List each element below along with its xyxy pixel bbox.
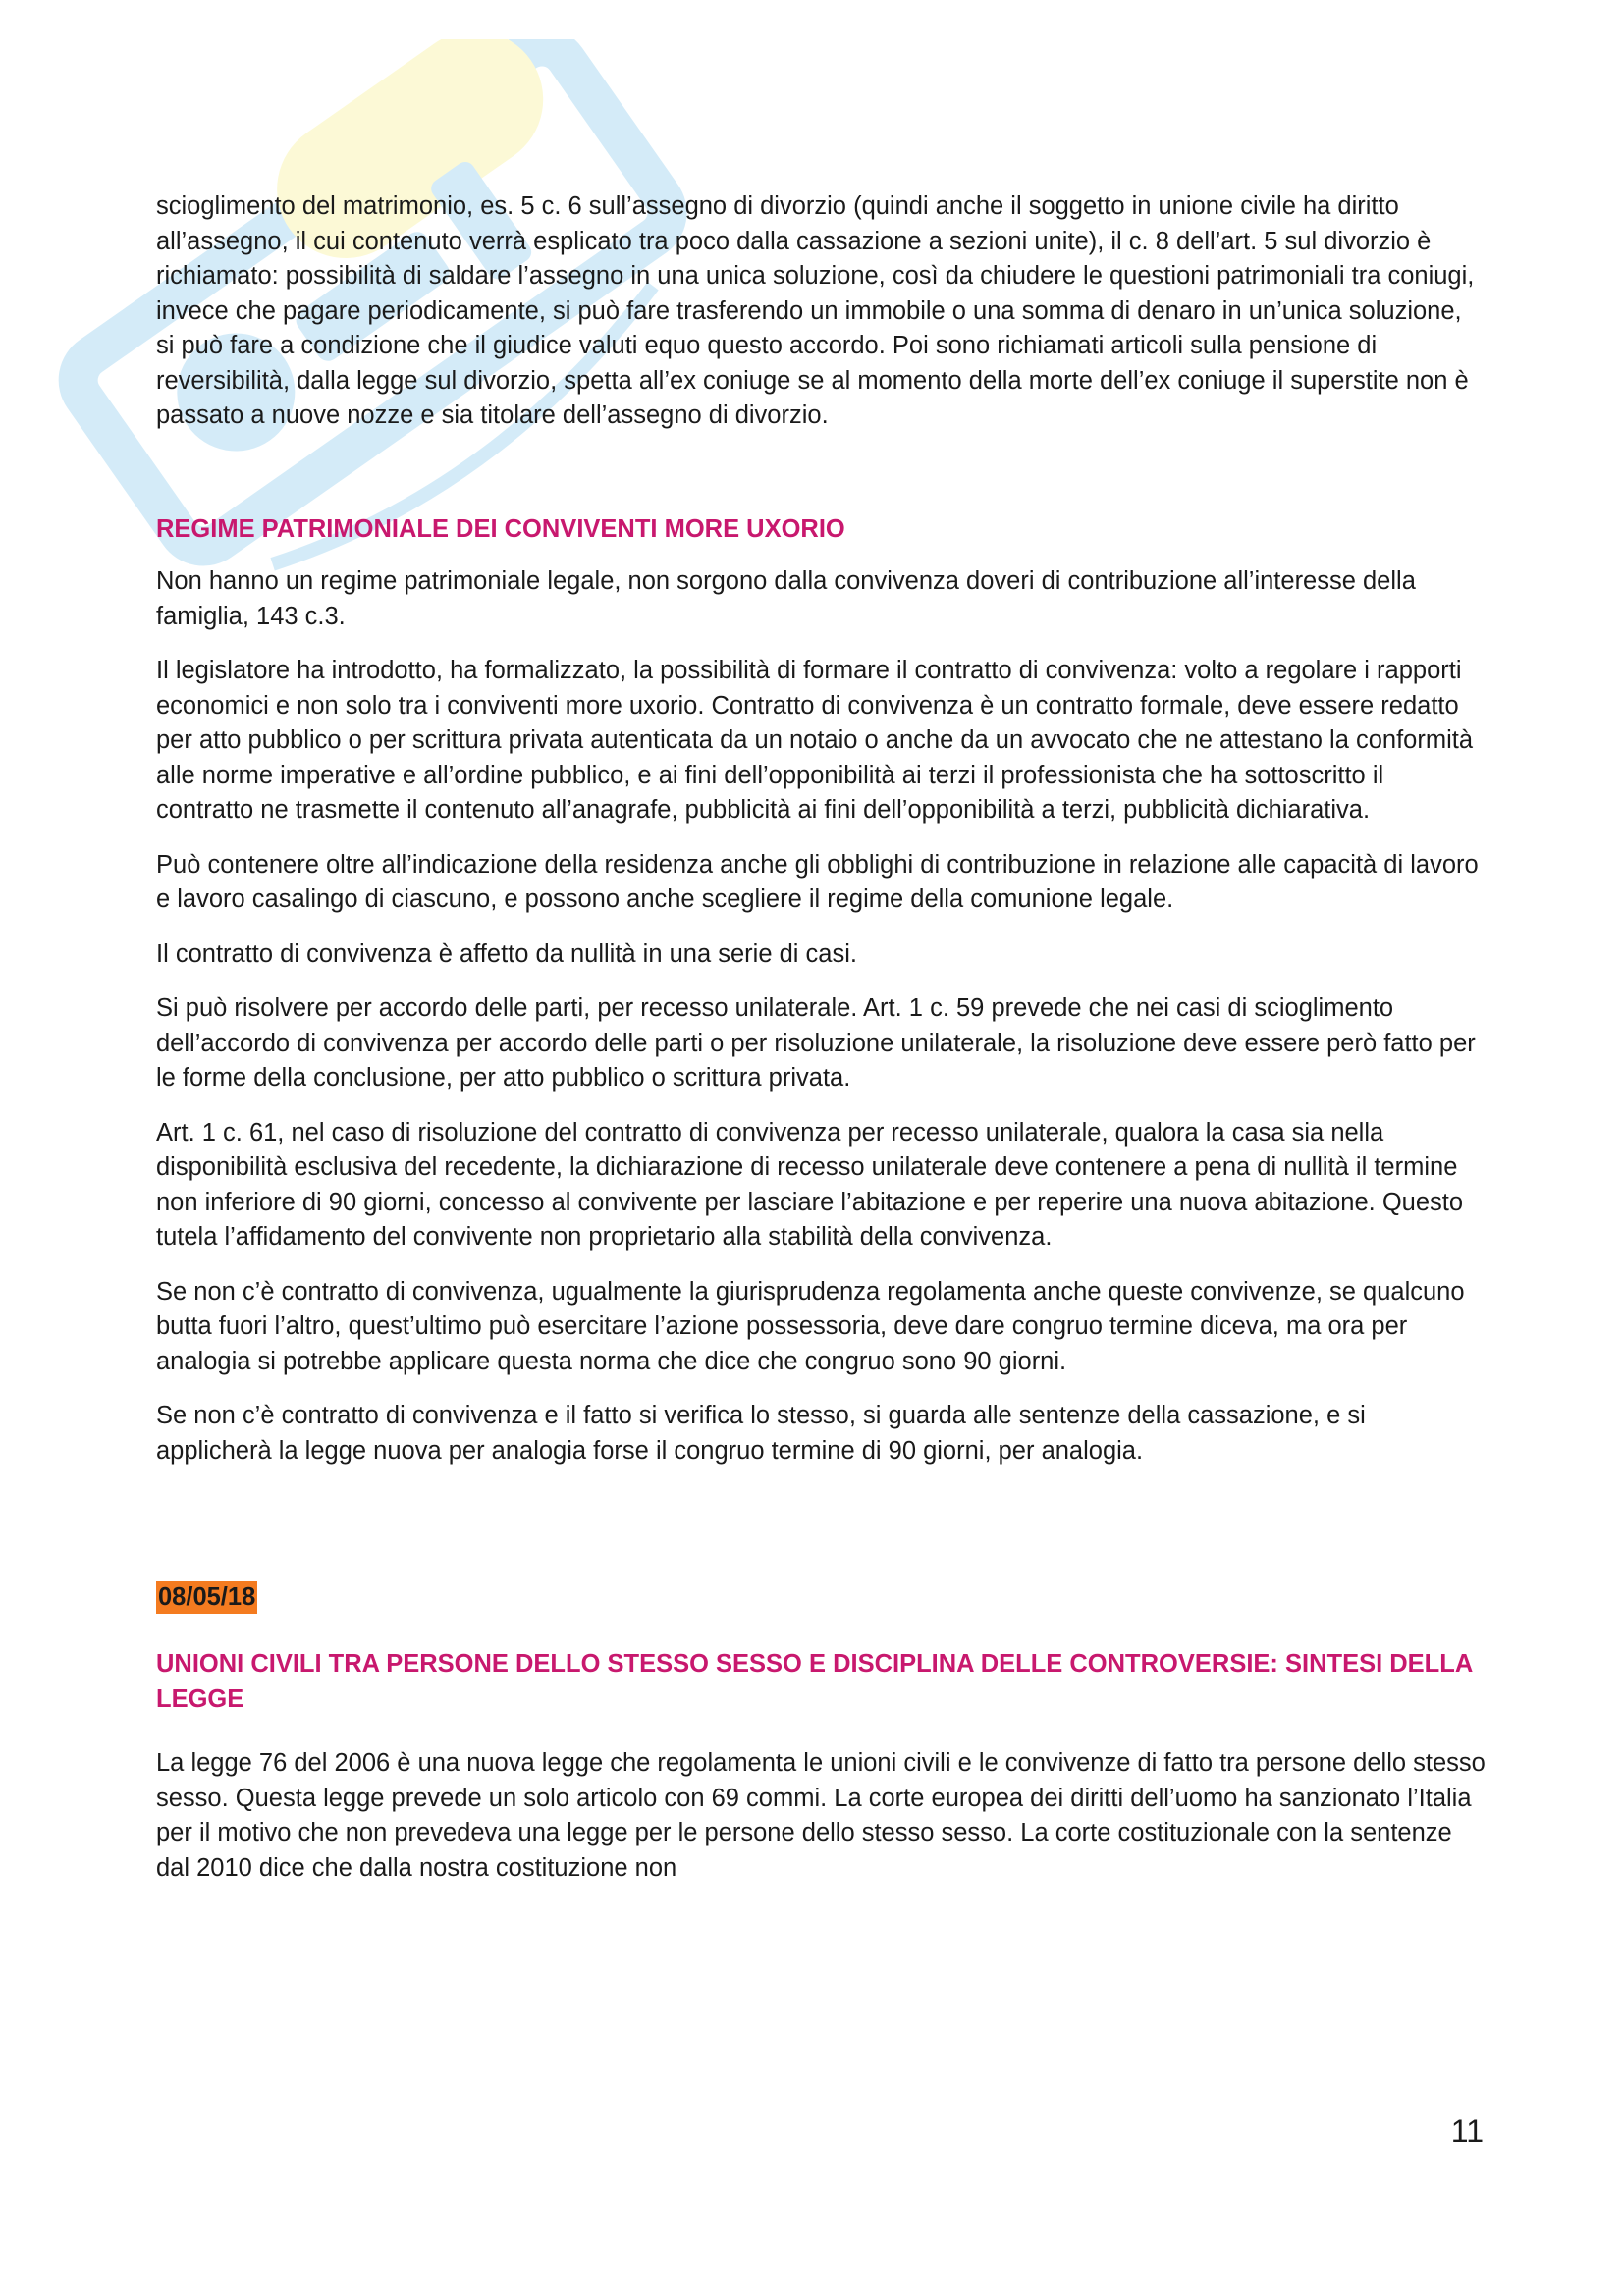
date-badge: 08/05/18 [156, 1581, 257, 1614]
page-content [156, 189, 1487, 1905]
spacer [156, 1614, 1487, 1647]
spacer [156, 1488, 1487, 1581]
spacer [156, 547, 1487, 564]
section1-paragraph-2: Il legislatore ha introdotto, ha formalizzato, la possibilità di formare il contratto di convivenza: volto a regolare i rapporti economici e non solo tra i conviventi more uxorio. Contratto di convivenza è un contratto formale, deve essere redatto per atto pubblico o per scrittura privata autenticata da un notaio o anche da un avvocato che ne attestano la conformità alle norme imperative e all’ordine pubblico, e ai fini dell’opponibilità ai terzi il professionista che ha sottoscritto il contratto ne trasmette il contenuto all’anagrafe, pubblicità ai fini dell’opponibilità a terzi, pubblicità dichiarativa. [156, 657, 1474, 824]
section1-paragraph-8: Se non c’è contratto di convivenza e il fatto si verifica lo stesso, si guarda alle sentenze della cassazione, e si applicherà la legge nuova per analogia forse il congruo termine di 90 giorni, per analogia. [156, 1402, 1366, 1465]
section1-paragraph-7: Se non c’è contratto di convivenza, ugualmente la giurisprudenza regolamenta anche queste convivenze, se qualcuno butta fuori l’altro, quest’ultimo può esercitare l’azione possessoria, deve dare congruo termine diceva, ma ora per analogia si potrebbe applicare questa norma che dice che congruo sono 90 giorni. [156, 1277, 1465, 1375]
section1-paragraph-3: Può contenere oltre all’indicazione della residenza anche gli obblighi di contribuzione in relazione alle capacità di lavoro e lavoro casalingo di ciascuno, e possono anche scegliere il regime della comunione legale. [156, 850, 1479, 913]
section2-paragraph-1: La legge 76 del 2006 è una nuova legge che regolamenta le unioni civili e le convivenze di fatto tra persone dello stesso sesso. Questa legge prevede un solo articolo con 69 commi. La corte europea dei diritti dell’uomo ha sanzionato l’Italia per il motivo che non prevedeva una legge per le persone dello stesso sesso. La corte costituzionale con la sentenze dal 2010 dice che dalla nostra costituzione non [156, 1749, 1486, 1882]
section1-paragraph-4: Il contratto di convivenza è affetto da nullità in una serie di casi. [156, 939, 857, 968]
paragraph-top-1: scioglimento del matrimonio, es. 5 c. 6 sull’assegno di divorzio (quindi anche il soggetto in unione civile ha diritto all’assegno, il cui contenuto verrà esplicato tra poco dalla cassazione a sezioni unite), il c. 8 dell’art. 5 sul divorzio è richiamato: possibilità di saldare l’assegno in una unica soluzione, così da chiudere le questioni patrimoniali tra coniugi, invece che pagare periodicamente, si può fare trasferendo un immobile o una somma di denaro in un’unica soluzione, si può fare a condizione che il giudice valuti equo questo accordo. Poi sono richiamati articoli sulla pensione di reversibilità, dalla legge sul divorzio, spetta all’ex coniuge se al momento della morte dell’ex coniuge il superstite non è passato a nuove nozze e sia titolare dell’assegno di divorzio. [156, 192, 1475, 429]
section-heading-regime-patrimoniale: REGIME PATRIMONIALE DEI CONVIVENTI MORE UXORIO [156, 514, 845, 543]
spacer [156, 454, 1487, 512]
page-number: 11 [1450, 2113, 1484, 2149]
date-row [156, 1581, 1487, 1614]
section1-paragraph-1: Non hanno un regime patrimoniale legale, non sorgono dalla convivenza doveri di contribuzione all’interesse della famiglia, 143 c.3. [156, 567, 1416, 630]
spacer [156, 1717, 1487, 1746]
section1-paragraph-5: Si può risolvere per accordo delle parti, per recesso unilaterale. Art. 1 c. 59 prevede che nei casi di scioglimento dell’accordo di convivenza per accordo delle parti o per risoluzione unilaterale, la risoluzione deve essere però fatto per le forme della conclusione, per atto pubblico o scrittura privata. [156, 994, 1476, 1092]
section-heading-unioni-civili: UNIONI CIVILI TRA PERSONE DELLO STESSO SESSO E DISCIPLINA DELLE CONTROVERSIE: SINTESI DELLA LEGGE [156, 1650, 1473, 1713]
section1-paragraph-6: Art. 1 c. 61, nel caso di risoluzione del contratto di convivenza per recesso unilaterale, qualora la casa sia nella disponibilità esclusiva del recedente, la dichiarazione di recesso unilaterale deve contenere a pena di nullità il termine non inferiore di 90 giorni, concesso al convivente per lasciare l’abitazione e per reperire una nuova abitazione. Questo tutela l’affidamento del convivente non proprietario alla stabilità della convivenza. [156, 1118, 1464, 1251]
